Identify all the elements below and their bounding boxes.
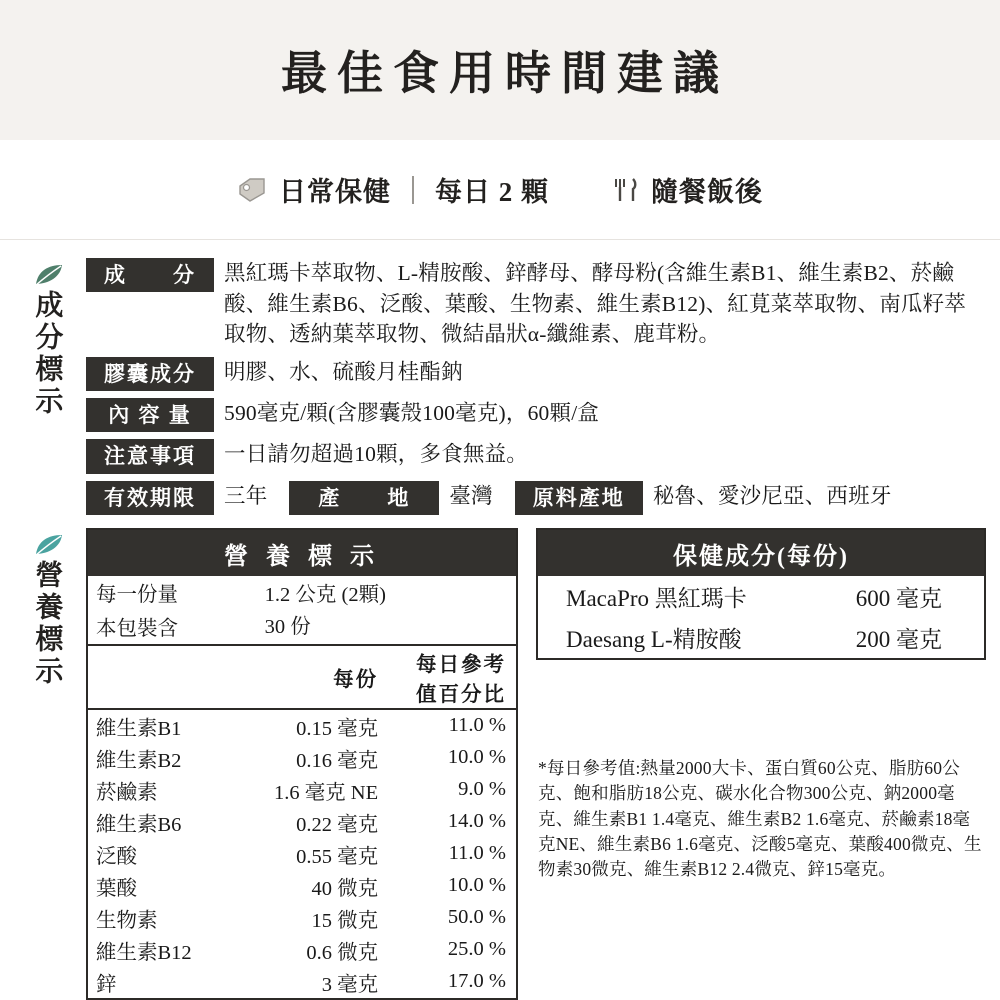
nutrient-percent: 50.0 % xyxy=(447,906,506,929)
ingredient-label-capsule: 膠囊成分 xyxy=(86,357,214,391)
nutrient-amount: 15 微克 xyxy=(311,909,379,932)
supplement-value: 200 毫克 xyxy=(855,626,942,652)
side-label-ingredient-text: 成分標示 xyxy=(31,290,63,418)
col-header-dv: 每日參考值百分比 xyxy=(416,653,506,706)
supplement-name: Daesang L-精胺酸 xyxy=(566,626,742,652)
nutrient-amount: 1.6 毫克 NE xyxy=(273,781,379,804)
panels-wrapper xyxy=(86,528,1000,1000)
nutrient-amount: 3 毫克 xyxy=(321,973,379,996)
nutrient-percent: 11.0 % xyxy=(448,842,506,865)
tag-icon xyxy=(237,177,267,203)
nutrient-amount: 0.6 微克 xyxy=(306,941,379,964)
ingredient-label-caution: 注意事項 xyxy=(86,439,214,473)
ingredient-value-composition: 黑紅瑪卡萃取物、L-精胺酸、鋅酵母、酵母粉(含維生素B1、維生素B2、菸鹼酸、維生素B6、泛酸、葉酸、生物素、維生素B12)、紅莧菜萃取物、南瓜籽萃取物、透納葉萃取物、微結晶狀α-纖維素、鹿茸粉。 xyxy=(224,261,966,347)
ingredient-value-caution: 一日請勿超過10顆，多食無益。 xyxy=(224,442,529,467)
nutrient-amount: 40 微克 xyxy=(311,877,379,900)
nutrient-amount: 0.22 毫克 xyxy=(296,813,379,836)
nutrition-rows xyxy=(88,709,516,998)
ingredient-table xyxy=(86,258,986,515)
nutrient-name: 維生素B2 xyxy=(96,749,182,772)
supplement-title: 保健成分(每份) xyxy=(538,530,984,576)
page-title: 最佳食用時間建議 xyxy=(281,48,729,99)
nutrient-name: 葉酸 xyxy=(96,877,137,900)
table-row xyxy=(88,774,516,806)
side-label-ingredient xyxy=(0,258,86,522)
servings-per-pack-label: 本包裝含 xyxy=(96,617,178,640)
ingredient-row-origin-group xyxy=(86,481,986,515)
nutrient-percent: 14.0 % xyxy=(447,810,506,833)
ingredient-value-origin: 臺灣 xyxy=(449,483,493,508)
daily-value-footnote: *每日參考值:熱量2000大卡、蛋白質60公克、脂肪60公克、飽和脂肪18公克、碳水化合物300公克、鈉2000毫克、維生素B1 1.4毫克、維生素B2 1.6毫克、菸鹼素18毫克NE、維生素B6 1.6毫克、泛酸5毫克、葉酸400微克、生物素30微克、維生素B12 2.4微克、鋅15毫克。 xyxy=(538,757,982,880)
ingredient-row-netcontent xyxy=(86,398,986,432)
usage-item-timing xyxy=(611,170,763,209)
nutrient-amount: 0.16 毫克 xyxy=(296,749,379,772)
ingredient-content xyxy=(86,258,1000,522)
side-label-nutrition xyxy=(0,528,86,1000)
supplement-box xyxy=(536,528,986,660)
ingredient-section xyxy=(0,240,1000,522)
col-header-blank xyxy=(88,645,251,709)
ingredient-row-capsule xyxy=(86,357,986,391)
nutrient-name: 維生素B6 xyxy=(96,813,182,836)
ingredient-row-composition xyxy=(86,258,986,350)
nutrient-name: 維生素B12 xyxy=(96,941,192,964)
leaf-icon-2 xyxy=(34,532,86,558)
ingredient-value-expiry: 三年 xyxy=(224,483,268,508)
supplement-column xyxy=(536,528,986,1000)
table-row xyxy=(88,966,516,998)
nutrient-name: 菸鹼素 xyxy=(96,781,158,804)
usage-label-timing: 隨餐飯後 xyxy=(651,177,763,207)
nutrient-name: 鋅 xyxy=(96,973,117,996)
usage-band xyxy=(0,140,1000,240)
nutrient-percent: 9.0 % xyxy=(458,778,506,801)
nutrient-percent: 10.0 % xyxy=(447,874,506,897)
nutrient-percent: 10.0 % xyxy=(447,746,506,769)
table-row xyxy=(538,617,984,658)
nutrient-name: 生物素 xyxy=(96,909,158,932)
nutrient-name: 泛酸 xyxy=(96,845,137,868)
ingredient-label-netcontent: 內 容 量 xyxy=(86,398,214,432)
table-row xyxy=(88,806,516,838)
supplement-value: 600 毫克 xyxy=(855,585,942,611)
ingredient-row-caution xyxy=(86,439,986,473)
table-row xyxy=(88,838,516,870)
nutrient-amount: 0.15 毫克 xyxy=(296,717,379,740)
nutrition-box xyxy=(86,528,518,1000)
ingredient-label-material-origin: 原料產地 xyxy=(515,481,643,515)
ingredient-value-capsule: 明膠、水、硫酸月桂酯鈉 xyxy=(224,359,463,384)
table-row xyxy=(538,576,984,617)
nutrition-title: 營 養 標 示 xyxy=(88,530,516,576)
nutrient-name: 維生素B1 xyxy=(96,717,182,740)
table-row xyxy=(88,576,516,608)
ingredient-value-material-origin: 秘魯、愛沙尼亞、西班牙 xyxy=(652,483,892,508)
servings-per-pack-value: 30 份 xyxy=(264,615,311,638)
col-header-per-serving: 每份 xyxy=(333,668,379,691)
nutrition-panel xyxy=(86,528,518,1000)
table-row xyxy=(88,870,516,902)
ingredient-label-expiry: 有效期限 xyxy=(86,481,214,515)
header-band xyxy=(0,0,1000,140)
table-header-row xyxy=(88,645,516,709)
supplement-table xyxy=(538,576,984,658)
nutrient-percent: 11.0 % xyxy=(448,714,506,737)
serving-size-value: 1.2 公克 (2顆) xyxy=(264,583,386,606)
ingredient-label-composition: 成 分 xyxy=(86,258,214,292)
cutlery-icon xyxy=(611,176,639,204)
nutrient-percent: 25.0 % xyxy=(447,938,506,961)
serving-size-label: 每一份量 xyxy=(96,583,178,606)
table-row xyxy=(88,934,516,966)
nutrient-percent: 17.0 % xyxy=(447,970,506,993)
usage-item-daily xyxy=(237,170,549,209)
usage-dose-daily: 每日 2 顆 xyxy=(435,177,549,207)
table-row xyxy=(88,709,516,742)
usage-separator xyxy=(412,176,414,204)
table-row xyxy=(88,902,516,934)
side-label-nutrition-text: 營養標示 xyxy=(31,559,63,688)
nutrient-amount: 0.55 毫克 xyxy=(296,845,379,868)
nutrition-section xyxy=(0,522,1000,1000)
ingredient-label-origin: 產 地 xyxy=(289,481,439,515)
table-row xyxy=(88,742,516,774)
nutrition-table xyxy=(88,576,516,998)
table-row xyxy=(88,608,516,645)
leaf-icon xyxy=(34,262,86,288)
usage-label-daily: 日常保健 xyxy=(279,177,391,207)
supplement-name: MacaPro 黑紅瑪卡 xyxy=(566,585,747,611)
ingredient-value-netcontent: 590毫克/顆(含膠囊殼100毫克)，60顆/盒 xyxy=(224,400,600,425)
